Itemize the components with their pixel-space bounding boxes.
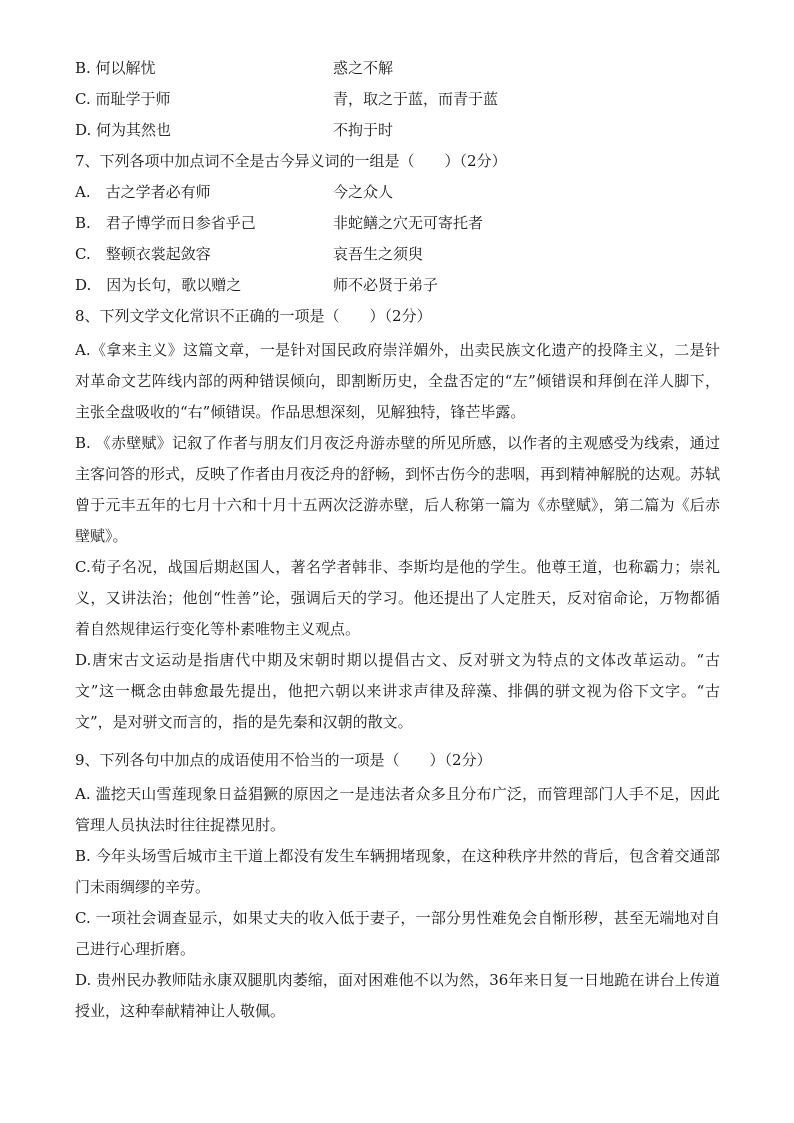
option-left: D. 何为其然也	[75, 121, 172, 139]
option-left: D. 因为长句，歌以赠之	[75, 276, 242, 294]
question-title: 8、下列文学文化常识不正确的一项是（ ）（2分）	[75, 307, 432, 325]
q6-option-b	[75, 56, 720, 87]
q6-option-c	[75, 87, 720, 118]
option-right: 今之众人	[333, 183, 394, 201]
option-right: 惑之不解	[333, 59, 394, 77]
option-left: C. 整顿衣裳起敛容	[75, 245, 211, 263]
option-left: B. 君子博学而日参省乎己	[75, 214, 256, 232]
q8-option-c: C.荀子名况，战国后期赵国人，著名学者韩非、李斯均是他的学生。他尊王道，也称霸力；崇礼义，又讲法治；他创“性善”论，强调后天的学习。他还提出了人定胜天，反对宿命论，万物都循着自然规律运行变化等朴素唯物主义观点。	[75, 558, 720, 638]
q7-option-c	[75, 242, 720, 273]
q7-option-b	[75, 211, 720, 242]
q8-option-a: A.《拿来主义》这篇文章，一是针对国民政府崇洋媚外，出卖民族文化遗产的投降主义，二是针对革命文艺阵线内部的两种错误倾向，即割断历史，全盘否定的“左”倾错误和拜倒在洋人脚下，主张全盘吸收的“右”倾错误。作品思想深刻，见解独特，锋芒毕露。	[75, 341, 720, 421]
option-right: 师不必贤于弟子	[333, 276, 439, 294]
option-left: C. 而耻学于师	[75, 90, 171, 108]
option-left: B. 何以解忧	[75, 59, 156, 77]
q7-option-a	[75, 180, 720, 211]
exam-page	[75, 56, 720, 1027]
question-title: 7、下列各项中加点词不全是古今异义词的一组是（ ）（2分）	[75, 152, 507, 170]
q9-option-a: A. 滥挖天山雪莲现象日益猖獗的原因之一是违法者众多且分布广泛，而管理部门人手不足，因此管理人员执法时往往捉襟见肘。	[75, 785, 720, 834]
q9-option-b: B. 今年头场雪后城市主干道上都没有发生车辆拥堵现象，在这种秩序井然的背后，包含着交通部门未雨绸缪的辛劳。	[75, 847, 720, 896]
option-right: 不拘于时	[333, 121, 394, 139]
q8-option-d: D.唐宋古文运动是指唐代中期及宋朝时期以提倡古文、反对骈文为特点的文体改革运动。“古文”这一概念由韩愈最先提出，他把六朝以来讲求声律及辞藻、排偶的骈文视为俗下文字。“古文”，是对骈文而言的，指的是先秦和汉朝的散文。	[75, 651, 720, 731]
q9-option-d: D. 贵州民办教师陆永康双腿肌肉萎缩，面对困难他不以为然，36年来日复一日地跪在讲台上传道授业，这种奉献精神让人敬佩。	[75, 971, 720, 1020]
q7-option-d	[75, 273, 720, 304]
q6-option-d	[75, 118, 720, 149]
q6-options	[75, 56, 720, 149]
question-7	[75, 149, 720, 304]
option-right: 非蛇鳝之穴无可寄托者	[333, 214, 484, 232]
q8-option-b: B. 《赤壁赋》记叙了作者与朋友们月夜泛舟游赤壁的所见所感，以作者的主观感受为线索，通过主客问答的形式，反映了作者由月夜泛舟的舒畅，到怀古伤今的悲咽，再到精神解脱的达观。苏轼曾于元丰五年的七月十六和十月十五两次泛游赤壁，后人称第一篇为《赤壁赋》，第二篇为《后赤壁赋》。	[75, 434, 721, 545]
question-title: 9、下列各句中加点的成语使用不恰当的一项是（ ）（2分）	[75, 751, 492, 769]
option-left: A. 古之学者必有师	[75, 183, 211, 201]
question-9	[75, 748, 720, 1027]
option-right: 青，取之于蓝，而青于蓝	[333, 90, 499, 108]
option-right: 哀吾生之须臾	[333, 245, 424, 263]
q9-option-c: C. 一项社会调查显示，如果丈夫的收入低于妻子，一部分男性难免会自惭形秽，甚至无端地对自己进行心理折磨。	[75, 909, 720, 958]
question-8	[75, 304, 720, 738]
